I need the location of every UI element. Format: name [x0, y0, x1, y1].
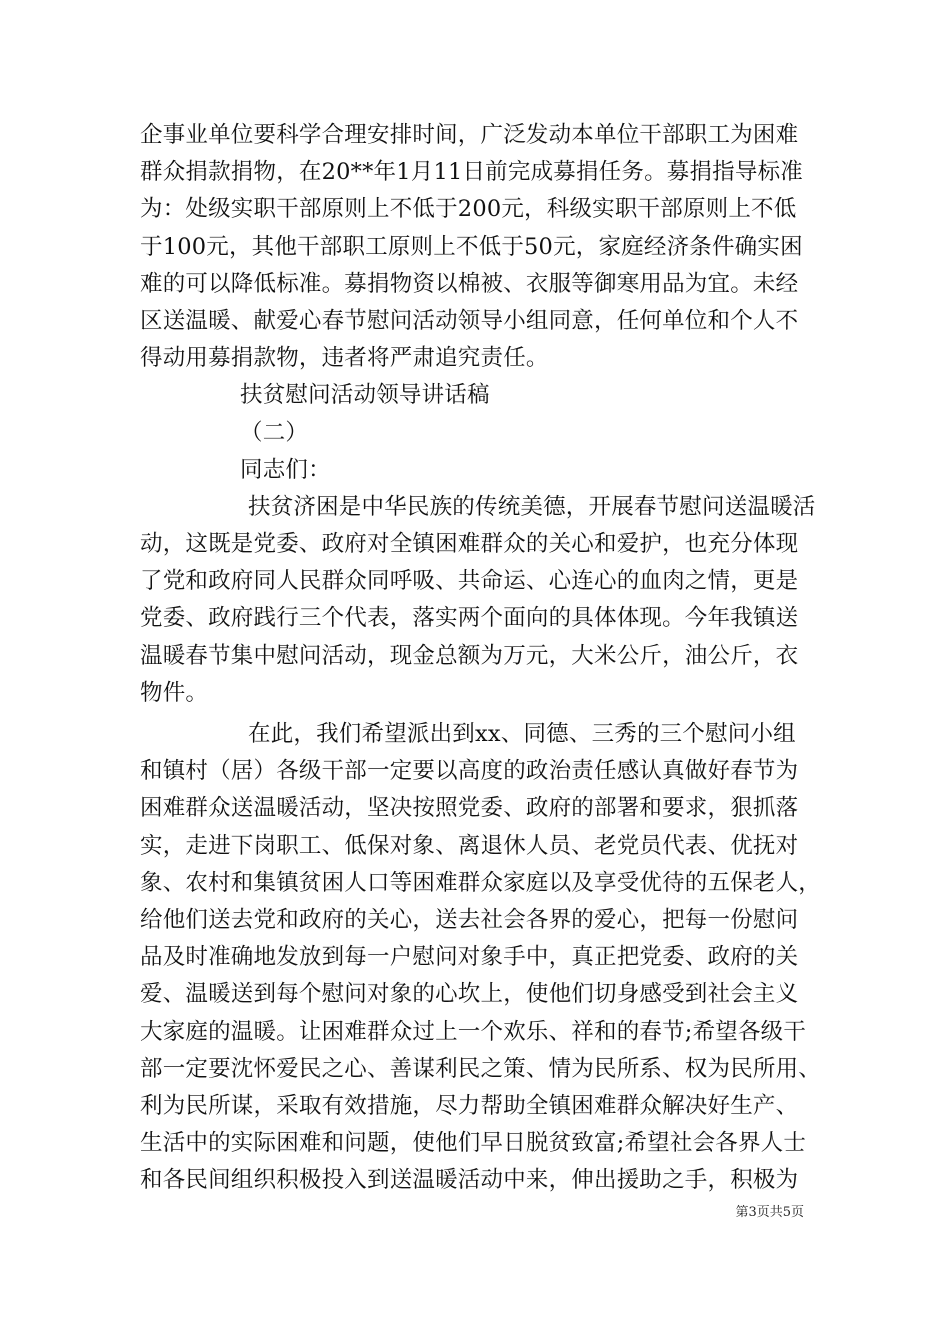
text-line: 利为民所谋，采取有效措施，尽力帮助全镇困难群众解决好生产、	[140, 1092, 799, 1119]
section-subtitle: （二）	[240, 419, 309, 446]
text-line: 生活中的实际困难和问题，使他们早日脱贫致富;希望社会各界人士	[140, 1130, 807, 1157]
text-line: 和各民间组织积极投入到送温暖活动中来，伸出援助之手，积极为	[140, 1167, 799, 1194]
page-number-footer: 第3页共5页	[735, 1205, 804, 1220]
text-line: 爱、温暖送到每个慰问对象的心坎上，使他们切身感受到社会主义	[140, 981, 799, 1008]
document-body	[140, 117, 830, 1199]
text-line: 温暖春节集中慰问活动，现金总额为万元，大米公斤，油公斤，衣	[140, 642, 799, 669]
text-line: 品及时准确地发放到每一户慰问对象手中，真正把党委、政府的关	[140, 944, 799, 971]
text-line: 实，走进下岗职工、低保对象、离退休人员、老党员代表、优抚对	[140, 832, 799, 859]
text-line: 和镇村（居）各级干部一定要以高度的政治责任感认真做好春节为	[140, 758, 799, 785]
greeting: 同志们：	[240, 456, 331, 483]
paragraph-opening	[140, 489, 830, 712]
text-line: 于100元，其他干部职工原则上不低于50元，家庭经济条件确实困	[140, 233, 803, 260]
text-line: 物件。	[140, 679, 209, 706]
text-line: 困难群众送温暖活动，坚决按照党委、政府的部署和要求，狠抓落	[140, 795, 799, 822]
text-line: 扶贫济困是中华民族的传统美德，开展春节慰问送温暖活	[248, 493, 816, 520]
paragraph-donation-guidelines	[140, 117, 830, 377]
paragraph-expectations	[140, 716, 830, 1199]
text-line: 象、农村和集镇贫困人口等困难群众家庭以及享受优待的五保老人，	[140, 869, 822, 896]
text-line: 企事业单位要科学合理安排时间，广泛发动本单位干部职工为困难	[140, 122, 799, 148]
text-line: 得动用募捐款物，违者将严肃追究责任。	[140, 345, 549, 372]
text-line: 区送温暖、献爱心春节慰问活动领导小组同意，任何单位和个人不	[140, 307, 799, 334]
text-line: 给他们送去党和政府的关心，送去社会各界的爱心，把每一份慰问	[140, 906, 799, 933]
text-line: 党委、政府践行三个代表，落实两个面向的具体体现。今年我镇送	[140, 605, 799, 632]
text-line: 大家庭的温暖。让困难群众过上一个欢乐、祥和的春节;希望各级干	[140, 1018, 807, 1045]
text-line: 了党和政府同人民群众同呼吸、共命运、心连心的血肉之情，更是	[140, 568, 799, 595]
section-title: 扶贫慰问活动领导讲话稿	[240, 382, 490, 409]
text-line: 为：处级实职干部原则上不低于200元，科级实职干部原则上不低	[140, 196, 797, 223]
text-line: 群众捐款捐物，在20**年1月11日前完成募捐任务。募捐指导标准	[140, 159, 803, 186]
text-line: 在此，我们希望派出到xx、同德、三秀的三个慰问小组	[248, 721, 796, 747]
text-line: 部一定要沈怀爱民之心、善谋利民之策、情为民所系、权为民所用、	[140, 1055, 822, 1082]
text-line: 动，这既是党委、政府对全镇困难群众的关心和爱护，也充分体现	[140, 531, 799, 558]
text-line: 难的可以降低标准。募捐物资以棉被、衣服等御寒用品为宜。未经	[140, 270, 799, 297]
